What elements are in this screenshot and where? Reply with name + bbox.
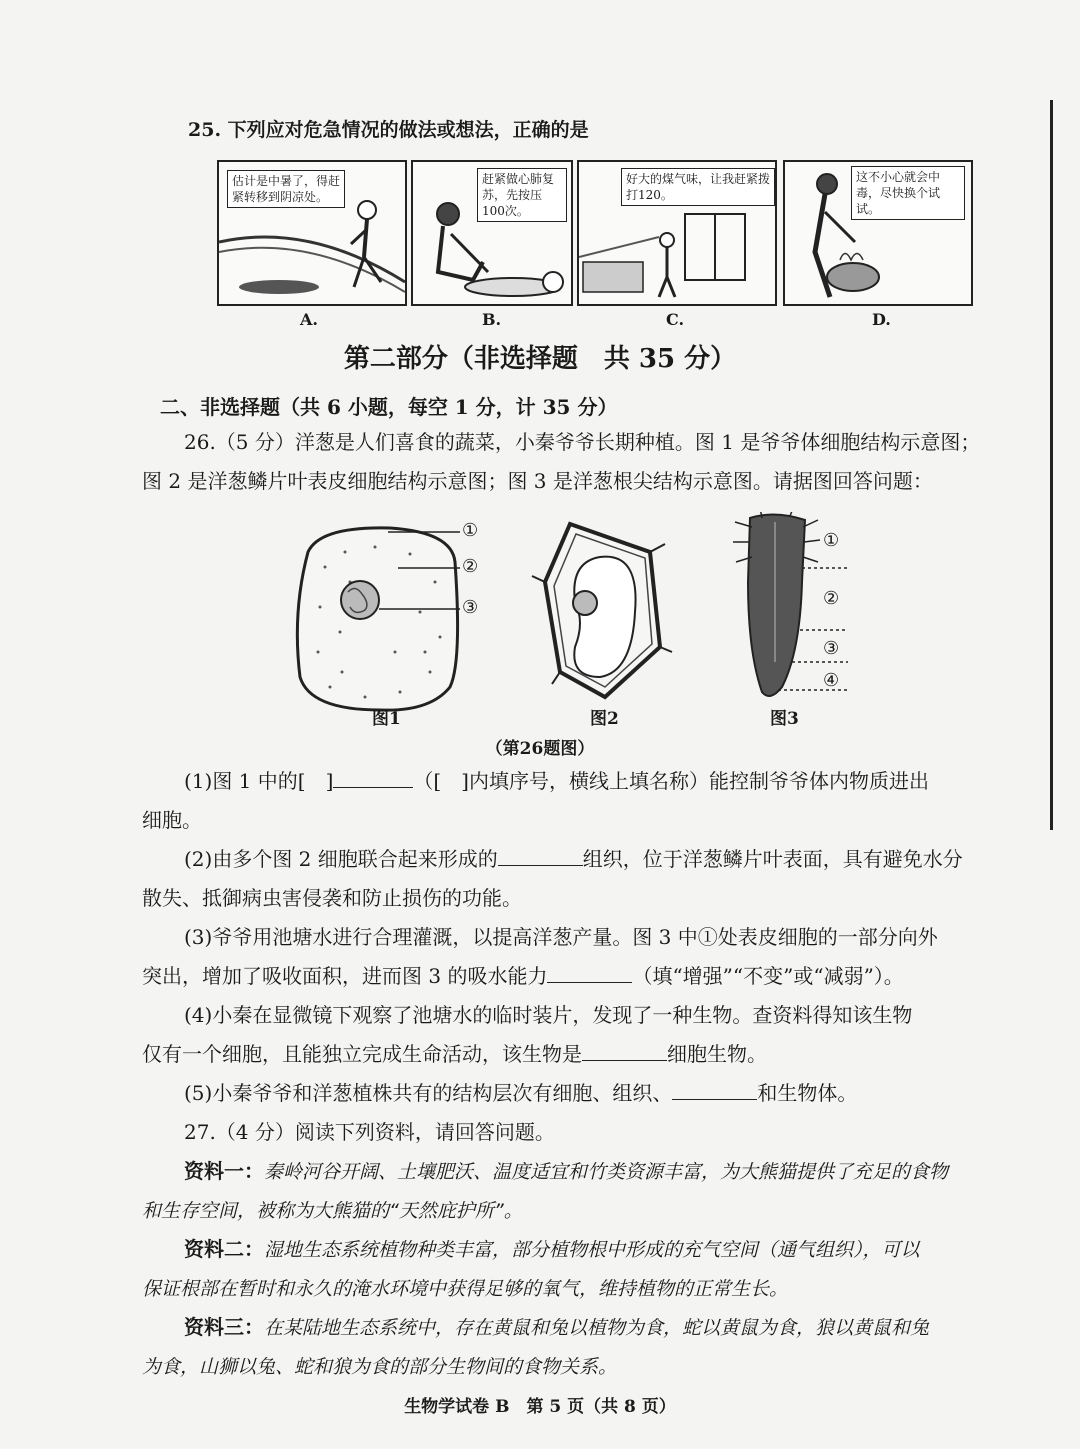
fig1-marker-1: ① [462, 520, 479, 541]
q26-sub2-cont: 散失、抵御病虫害侵袭和防止损伤的功能。 [142, 886, 522, 910]
q25-option-a-label: A. [300, 310, 318, 329]
q26-sub3: (3)爷爷用池塘水进行合理灌溉，以提高洋葱产量。图 3 中①处表皮细胞的一部分向外 [184, 925, 938, 949]
q26-sub5: (5)小秦爷爷和洋葱植株共有的结构层次有细胞、组织、 和生物体。 [184, 1081, 858, 1105]
q27-intro: 27.（4 分）阅读下列资料，请回答问题。 [184, 1120, 555, 1144]
q26-sub4-cont: 仅有一个细胞，且能独立完成生命活动，该生物是 细胞生物。 [142, 1042, 767, 1066]
q25-option-b-label: B. [482, 310, 502, 329]
q25-option-b-panel [411, 160, 573, 306]
section2-title: 二、非选择题（共 6 小题，每空 1 分，计 35 分） [160, 395, 618, 419]
q27-material-1: 资料一：秦岭河谷开阔、土壤肥沃、温度适宜和竹类资源丰富，为大熊猫提供了充足的食物 [184, 1159, 949, 1183]
q25-option-b-bubble: 赶紧做心肺复苏，先按压100次。 [477, 168, 567, 222]
fig1-animal-cell [297, 528, 457, 710]
fig3-marker-2: ② [823, 588, 840, 609]
fig3-marker-4: ④ [823, 670, 840, 691]
q25-option-d-label: D. [872, 310, 891, 329]
q26-sub1: (1)图 1 中的[ ] （[ ]内填序号，横线上填名称）能控制爷爷体内物质进出 [184, 769, 929, 793]
q25-option-c-bubble: 好大的煤气味，让我赶紧拨打120。 [621, 168, 775, 206]
q26-sub5-blank[interactable] [672, 1079, 757, 1100]
q26-sub3-blank[interactable] [547, 962, 632, 983]
q27-material-2-cont: 保证根部在暂时和永久的淹水环境中获得足够的氧气，维持植物的正常生长。 [142, 1278, 789, 1300]
fig3-marker-3: ③ [823, 638, 840, 659]
fig1-label: 图1 [372, 709, 401, 729]
q26-sub2-blank[interactable] [498, 845, 583, 866]
fig3-marker-1: ① [823, 530, 840, 551]
q27-material-1-cont: 和生存空间，被称为大熊猫的“天然庇护所”。 [142, 1200, 523, 1222]
q25-option-a-panel [217, 160, 407, 306]
q25-stem: 25. 下列应对危急情况的做法或想法，正确的是 [188, 119, 589, 141]
part2-title: 第二部分（非选择题 共 35 分） [343, 344, 737, 374]
q25-option-d-panel [783, 160, 973, 306]
fig1-marker-2: ② [462, 556, 479, 577]
q27-material-2: 资料二：湿地生态系统植物种类丰富，部分植物根中形成的充气空间（通气组织），可以 [184, 1237, 920, 1261]
q25-option-d-bubble: 这不小心就会中毒，尽快换个试试。 [851, 166, 965, 220]
q26-intro: 26.（5 分）洋葱是人们喜食的蔬菜，小秦爷爷长期种植。图 1 是爷爷体细胞结构示意图； [184, 430, 981, 454]
q26-sub2: (2)由多个图 2 细胞联合起来形成的 组织，位于洋葱鳞片叶表面，具有避免水分 [184, 847, 963, 871]
q26-sub4: (4)小秦在显微镜下观察了池塘水的临时装片，发现了一种生物。查资料得知该生物 [184, 1003, 913, 1027]
fig3-label: 图3 [770, 709, 799, 729]
q25-option-c-label: C. [666, 310, 685, 329]
q26-sub1-cont: 细胞。 [142, 808, 202, 832]
page-footer: 生物学试卷 B 第 5 页（共 8 页） [404, 1397, 676, 1417]
q25-option-c-illustration [579, 162, 775, 304]
fig2-nucleus [573, 591, 597, 615]
q25-option-d-illustration [785, 162, 971, 304]
fig3-root-tip [748, 514, 805, 696]
q27-material-3: 资料三：在某陆地生态系统中，存在黄鼠和兔以植物为食，蛇以黄鼠为食，狼以黄鼠和兔 [184, 1315, 930, 1339]
q26-sub1-blank[interactable] [333, 767, 413, 788]
fig1-marker-3: ③ [462, 597, 479, 618]
q26-figure-title: （第26题图） [485, 739, 595, 759]
q25-option-c-panel [577, 160, 777, 306]
q27-material-3-cont: 为食，山狮以兔、蛇和狼为食的部分生物间的食物关系。 [142, 1356, 618, 1378]
q25-option-a-bubble: 估计是中暑了，得赶紧转移到阴凉处。 [227, 170, 345, 208]
fig2-label: 图2 [590, 709, 619, 729]
q25-option-b-illustration [413, 162, 571, 304]
q26-sub3-cont: 突出，增加了吸收面积，进而图 3 的吸水能力 （填“增强”“不变”或“减弱”）。 [142, 964, 904, 988]
q26-figures [0, 512, 1080, 732]
fig1-nucleus [341, 581, 379, 619]
q26-sub4-blank[interactable] [582, 1040, 667, 1061]
q26-intro-cont: 图 2 是洋葱鳞片叶表皮细胞结构示意图；图 3 是洋葱根尖结构示意图。请据图回答问题： [142, 469, 933, 493]
q25-option-a-illustration [219, 162, 405, 304]
